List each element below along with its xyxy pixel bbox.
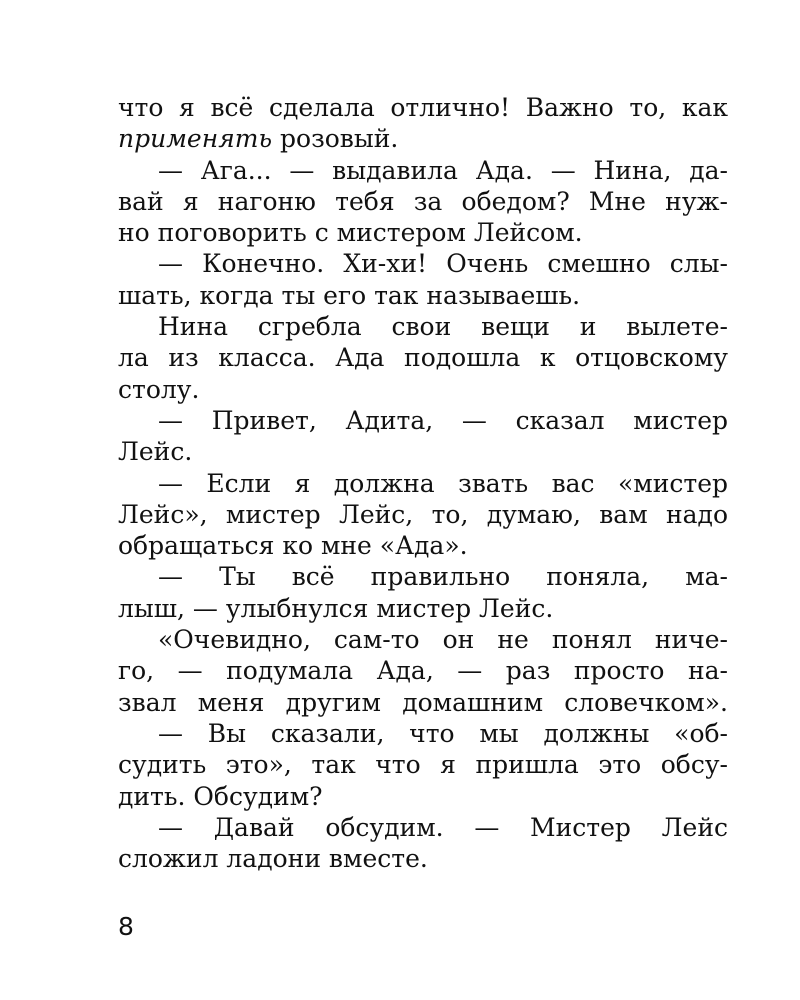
text-line: звал меня другим домашним словечком».: [118, 687, 728, 717]
text-line: сложил ладони вместе.: [118, 844, 428, 874]
text-line: го, — подумала Ада, — раз просто на-: [118, 656, 728, 686]
text-line: обращаться ко мне «Ада».: [118, 531, 468, 561]
text-line: «Очевидно, сам-то он не понял ниче-: [158, 625, 728, 655]
text-line: — Вы сказали, что мы должны «об-: [158, 718, 728, 748]
text-line: — Если я должна звать вас «мистер: [158, 468, 728, 498]
text-line: [118, 123, 728, 154]
text-line: ла из класса. Ада подошла к отцовскому: [118, 343, 728, 373]
text-line: но поговорить с мистером Лейсом.: [118, 218, 583, 248]
text-line: что я всё сделала отлично! Важно то, как: [118, 93, 728, 122]
text-line: — Привет, Адита, — сказал мистер: [158, 405, 728, 435]
page-number: 8: [118, 912, 134, 941]
text-line: — Конечно. Хи-хи! Очень смешно слы-: [158, 249, 728, 279]
text-line: — Ага... — выдавила Ада. — Нина, да-: [158, 155, 728, 185]
page-text: [118, 92, 728, 874]
text-line: дить. Обсудим?: [118, 781, 323, 811]
text-line: лыш, — улыбнулся мистер Лейс.: [118, 593, 554, 623]
text-line: Лейс.: [118, 437, 193, 467]
italic-word: применять: [118, 124, 273, 154]
text-line: столу.: [118, 374, 200, 404]
text-line: вай я нагоню тебя за обедом? Мне нуж-: [118, 186, 728, 216]
text-line: Нина сгребла свои вещи и вылете-: [158, 312, 728, 342]
text-line: — Ты всё правильно поняла, ма-: [158, 562, 728, 592]
text-fragment: розовый.: [272, 124, 399, 154]
text-line: судить это», так что я пришла это обсу-: [118, 750, 728, 780]
text-line: Лейс», мистер Лейс, то, думаю, вам надо: [118, 499, 728, 529]
text-line: шать, когда ты его так называешь.: [118, 280, 581, 310]
text-line: — Давай обсудим. — Мистер Лейс: [158, 812, 728, 842]
